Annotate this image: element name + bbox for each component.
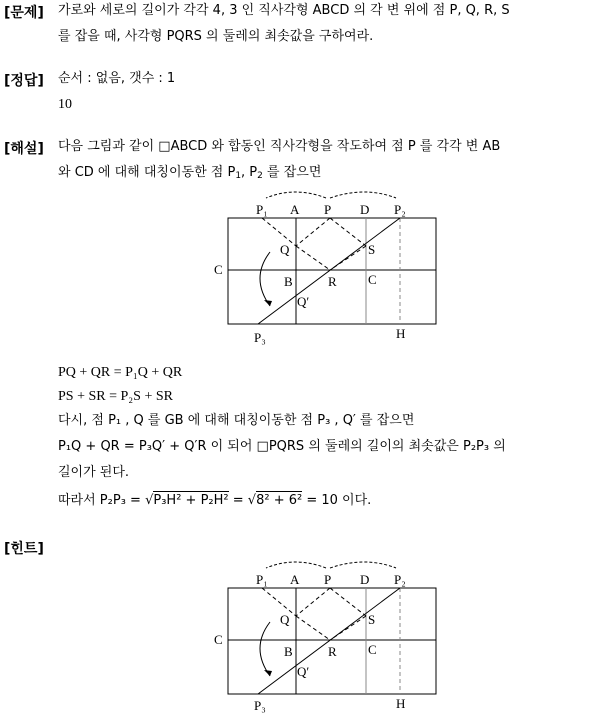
fig-label-c-right: C	[368, 272, 377, 287]
fig-label-p: P	[324, 202, 332, 217]
solution-figure	[200, 188, 460, 348]
hint-fig-label-q-prime: Q′	[297, 664, 310, 679]
solution-line-4: P₁Q + QR = P₃Q′ + Q′R 이 되어 □PQRS 의 둘레의 길이의 최솟값은 P₂P₃ 의	[58, 439, 506, 454]
solution-line-1: 다음 그림과 같이 □ABCD 와 합동인 직사각형을 작도하여 점 P 를 각각 변 AB	[58, 139, 501, 154]
answer-label: [정답]	[4, 73, 44, 89]
fig-label-s: S	[368, 242, 376, 257]
problem-label: [문제]	[4, 5, 44, 21]
fig-label-q: Q	[280, 242, 290, 257]
fig-label-d: D	[360, 202, 370, 217]
fig-label-r: R	[328, 274, 337, 289]
hint-fig-label-c-right: C	[368, 642, 377, 657]
hint-fig-label-a: A	[290, 572, 300, 587]
hint-fig-label-p3: P₃	[254, 698, 266, 713]
answer-value: 10	[58, 97, 72, 112]
fig-label-b: B	[284, 274, 293, 289]
hint-figure	[200, 558, 460, 714]
hint-fig-label-s: S	[368, 612, 376, 627]
hint-fig-label-b: B	[284, 644, 293, 659]
fig-label-p3: P₃	[254, 330, 266, 345]
solution-line-2: 와 CD 에 대해 대칭이동한 점 $P_1$, $P_2$ 를 잡으면	[58, 165, 322, 181]
problem-line-2: 를 잡을 때, 사각형 PQRS 의 둘레의 최솟값을 구하여라.	[58, 29, 374, 44]
hint-fig-label-c-left: C	[214, 632, 223, 647]
hint-fig-label-p2: P₂	[394, 572, 406, 587]
hint-fig-label-h: H	[396, 696, 406, 711]
fig-label-h: H	[396, 326, 406, 341]
solution-line-3: 다시, 점 P₁ , Q 를 GB 에 대해 대칭이동한 점 P₃ , Q′ 를 잡으면	[58, 413, 415, 428]
solution-label: [해설]	[4, 141, 44, 157]
hint-fig-label-p: P	[324, 572, 332, 587]
hint-fig-label-d: D	[360, 572, 370, 587]
fig-label-p1: P₁	[256, 202, 268, 217]
problem-line-1: 가로와 세로의 길이가 각각 4, 3 인 직사각형 ABCD 의 각 변 위에 점 P, Q, R, S	[58, 3, 510, 18]
fig-label-a: A	[290, 202, 300, 217]
solution-line-5: 길이가 된다.	[58, 465, 130, 480]
answer-line-1: 순서 : 없음, 갯수 : 1	[58, 71, 176, 86]
hint-fig-label-r: R	[328, 644, 337, 659]
solution-eq-1: PQ + QR = P₁Q + QR	[58, 365, 183, 380]
solution-line-6: 따라서 P₂P₃ = √P₃H² + P₂H² = √8² + 6² = 10 이다.	[58, 493, 372, 508]
hint-label: [힌트]	[4, 541, 44, 557]
fig-label-p2: P₂	[394, 202, 406, 217]
solution-eq-2: PS + SR = P₂S + SR	[58, 389, 173, 404]
hint-fig-label-p1: P₁	[256, 572, 268, 587]
fig-label-q-prime: Q′	[297, 294, 310, 309]
hint-fig-label-q: Q	[280, 612, 290, 627]
fig-label-c-left: C	[214, 262, 223, 277]
